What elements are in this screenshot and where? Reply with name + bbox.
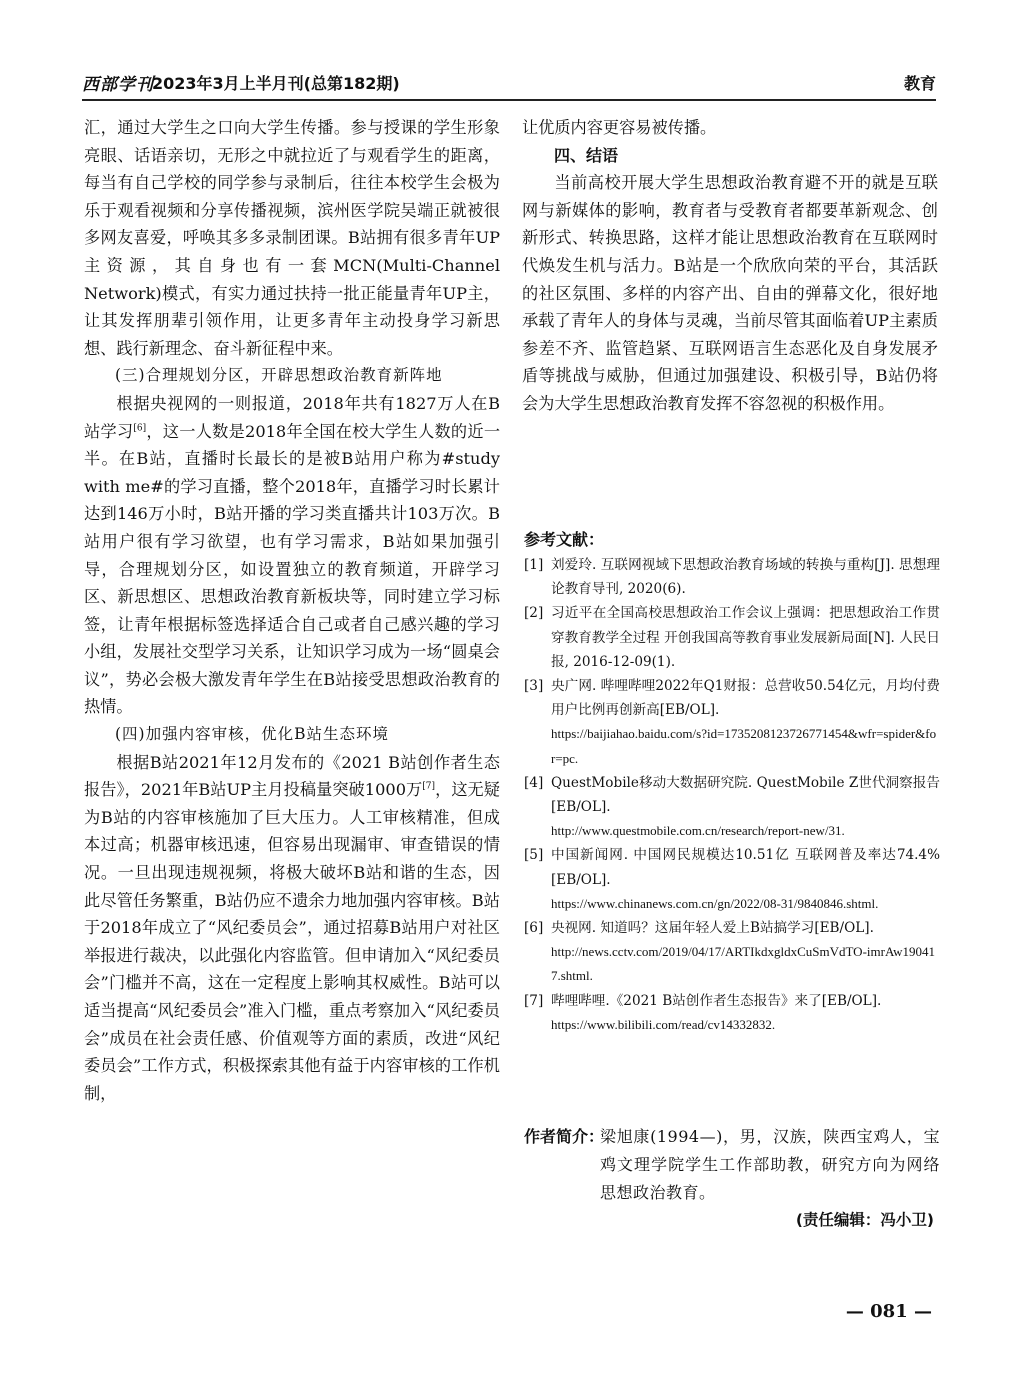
reference-link[interactable]: https://baijiahao.baidu.com/s?id=1735208123726771454&wfr=spider&for=pc.: [551, 726, 937, 766]
left-column: [84, 114, 500, 1107]
responsible-editor: (责任编辑：冯小卫): [795, 1211, 934, 1229]
references-list: [524, 553, 940, 1037]
reference-item: [7] 哔哩哔哩.《2021 B站创作者生态报告》来了[EB/OL]. https://www.bilibili.com/read/cv14332832.: [524, 989, 940, 1037]
reference-item: [4] QuestMobile移动大数据研究院. QuestMobile Z世代洞察报告[EB/OL]. http://www.questmobile.com.cn/research/report-new/31.: [524, 771, 940, 844]
conclusion-heading: 四、结语: [554, 145, 619, 165]
section-heading-4: (四)加强内容审核，优化B站生态环境: [115, 725, 389, 744]
reference-item: [3] 央广网. 哔哩哔哩2022年Q1财报：总营收50.54亿元，月均付费用户比例再创新高[EB/OL]. https://baijiahao.baidu.com/s?id=1735208123726771454&wfr=spider&for=pc.: [524, 674, 940, 771]
paragraph: 根据央视网的一则报道，2018年共有1827万人在B站学习[6]，这一人数是2018年全国在校大学生人数的近一半。在B站，直播时长最长的是被B站用户称为#study with me#的学习直播，整个2018年，直播学习时长累计达到146万小时，B站开播的学习类直播共计103万次。B站用户很有学习欲望，也有学习需求，B站如果加强引导，合理规划分区，如设置独立的教育频道，开辟学习区、新思想区、思想政治教育新板块等，同时建立学习标签，让青年根据标签选择适合自己或者自己感兴趣的学习小组，发展社交型学习关系，让知识学习成为一场“圆桌会议”，势必会极大激发青年学生在B站接受思想政治教育的热情。: [84, 393, 501, 717]
reference-item: [5] 中国新闻网. 中国网民规模达10.51亿 互联网普及率达74.4%[EB/OL]. https://www.chinanews.com.cn/gn/2022/08-31/9840846.shtml.: [524, 843, 940, 916]
section-heading-3: (三)合理规划分区，开辟思想政治教育新阵地: [115, 366, 443, 385]
reference-link[interactable]: http://www.questmobile.com.cn/research/report-new/31.: [551, 823, 845, 839]
page-number: — 081 —: [845, 1301, 932, 1322]
references-title: 参考文献：: [524, 530, 605, 549]
reference-link[interactable]: http://news.cctv.com/2019/04/17/ARTIkdxgldxCuSmVdTO-imrAw190417.shtml.: [551, 944, 936, 984]
author-text: 梁旭康(1994—)，男，汉族，陕西宝鸡人，宝鸡文理学院学生工作部助教，研究方向为网络思想政治教育。: [600, 1127, 940, 1202]
author-label: 作者简介：: [524, 1127, 605, 1146]
reference-item: [1] 刘爱玲. 互联网视域下思想政治教育场域的转换与重构[J]. 思想理论教育导刊, 2020(6).: [524, 557, 940, 598]
paragraph: 根据B站2021年12月发布的《2021 B站创作者生态报告》，2021年B站UP主月投稿量突破1000万[7]，这无疑为B站的内容审核施加了巨大压力。人工审核精准，但成本过高；机器审核迅速，但容易出现漏审、审查错误的情况。一旦出现违规视频，将极大破坏B站和谐的生态，因此尽管任务繁重，B站仍应不遗余力地加强内容审核。B站于2018年成立了“风纪委员会”，通过招募B站用户对社区举报进行裁决，以此强化内容监管。但申请加入“风纪委员会”门槛并不高，这在一定程度上影响其权威性。B站可以适当提高“风纪委员会”准入门槛，重点考察加入“风纪委员会”成员在社会责任感、价值观等方面的素质，改进“风纪委员会”工作方式，积极探索其他有益于内容审核的工作机制，: [84, 752, 500, 1103]
header-rule: [82, 99, 936, 101]
journal-logo: 西部学刊: [82, 75, 154, 95]
section-name: 教育: [903, 74, 936, 93]
issue-info: 2023年3月上半月刊(总第182期): [152, 74, 400, 93]
author-bio: [524, 1123, 940, 1207]
citation-7[interactable]: [7]: [422, 781, 436, 792]
paragraph: 汇，通过大学生之口向大学生传播。参与授课的学生形象亮眼、话语亲切，无形之中就拉近了与观看学生的距离，每当有自己学校的同学参与录制后，往往本校学生会极为乐于观看视频和分享传播视频，滨州医学院吴端正就被很多网友喜爱，呼唤其多多录制团课。B站拥有很多青年UP主资源，其自身也有一套MCN(Multi-Channel Network)模式，有实力通过扶持一批正能量青年UP主，让其发挥朋辈引领作用，让更多青年主动投身学习新思想、践行新理念、奋斗新征程中来。: [84, 118, 500, 358]
reference-link[interactable]: https://www.chinanews.com.cn/gn/2022/08-31/9840846.shtml.: [551, 895, 879, 911]
right-column: [522, 114, 938, 418]
reference-link[interactable]: https://www.bilibili.com/read/cv14332832.: [551, 1016, 776, 1032]
reference-item: [2] 习近平在全国高校思想政治工作会议上强调：把思想政治工作贯穿教育教学全过程 开创我国高等教育事业发展新局面[N]. 人民日报, 2016-12-09(1).: [524, 605, 940, 670]
reference-item: [6] 央视网. 知道吗？这届年轻人爱上B站搞学习[EB/OL]. http://news.cctv.com/2019/04/17/ARTIkdxgldxCuSmVdTO-imrAw190417.shtml.: [524, 916, 940, 989]
citation-6[interactable]: [6]: [133, 423, 147, 434]
paragraph: 让优质内容更容易被传播。: [522, 118, 717, 137]
paragraph: 当前高校开展大学生思想政治教育避不开的就是互联网与新媒体的影响，教育者与受教育者都要革新观念、创新形式、转换思路，这样才能让思想政治教育在互联网时代焕发生机与活力。B站是一个欣欣向荣的平台，其活跃的社区氛围、多样的内容产出、自由的弹幕文化，很好地承载了青年人的身体与灵魂，当前尽管其面临着UP主素质参差不齐、监管趋紧、互联网语言生态恶化及自身发展矛盾等挑战与威胁，但通过加强建设、积极引导，B站仍将会为大学生思想政治教育发挥不容忽视的积极作用。: [522, 173, 938, 413]
page-header: [82, 70, 936, 100]
